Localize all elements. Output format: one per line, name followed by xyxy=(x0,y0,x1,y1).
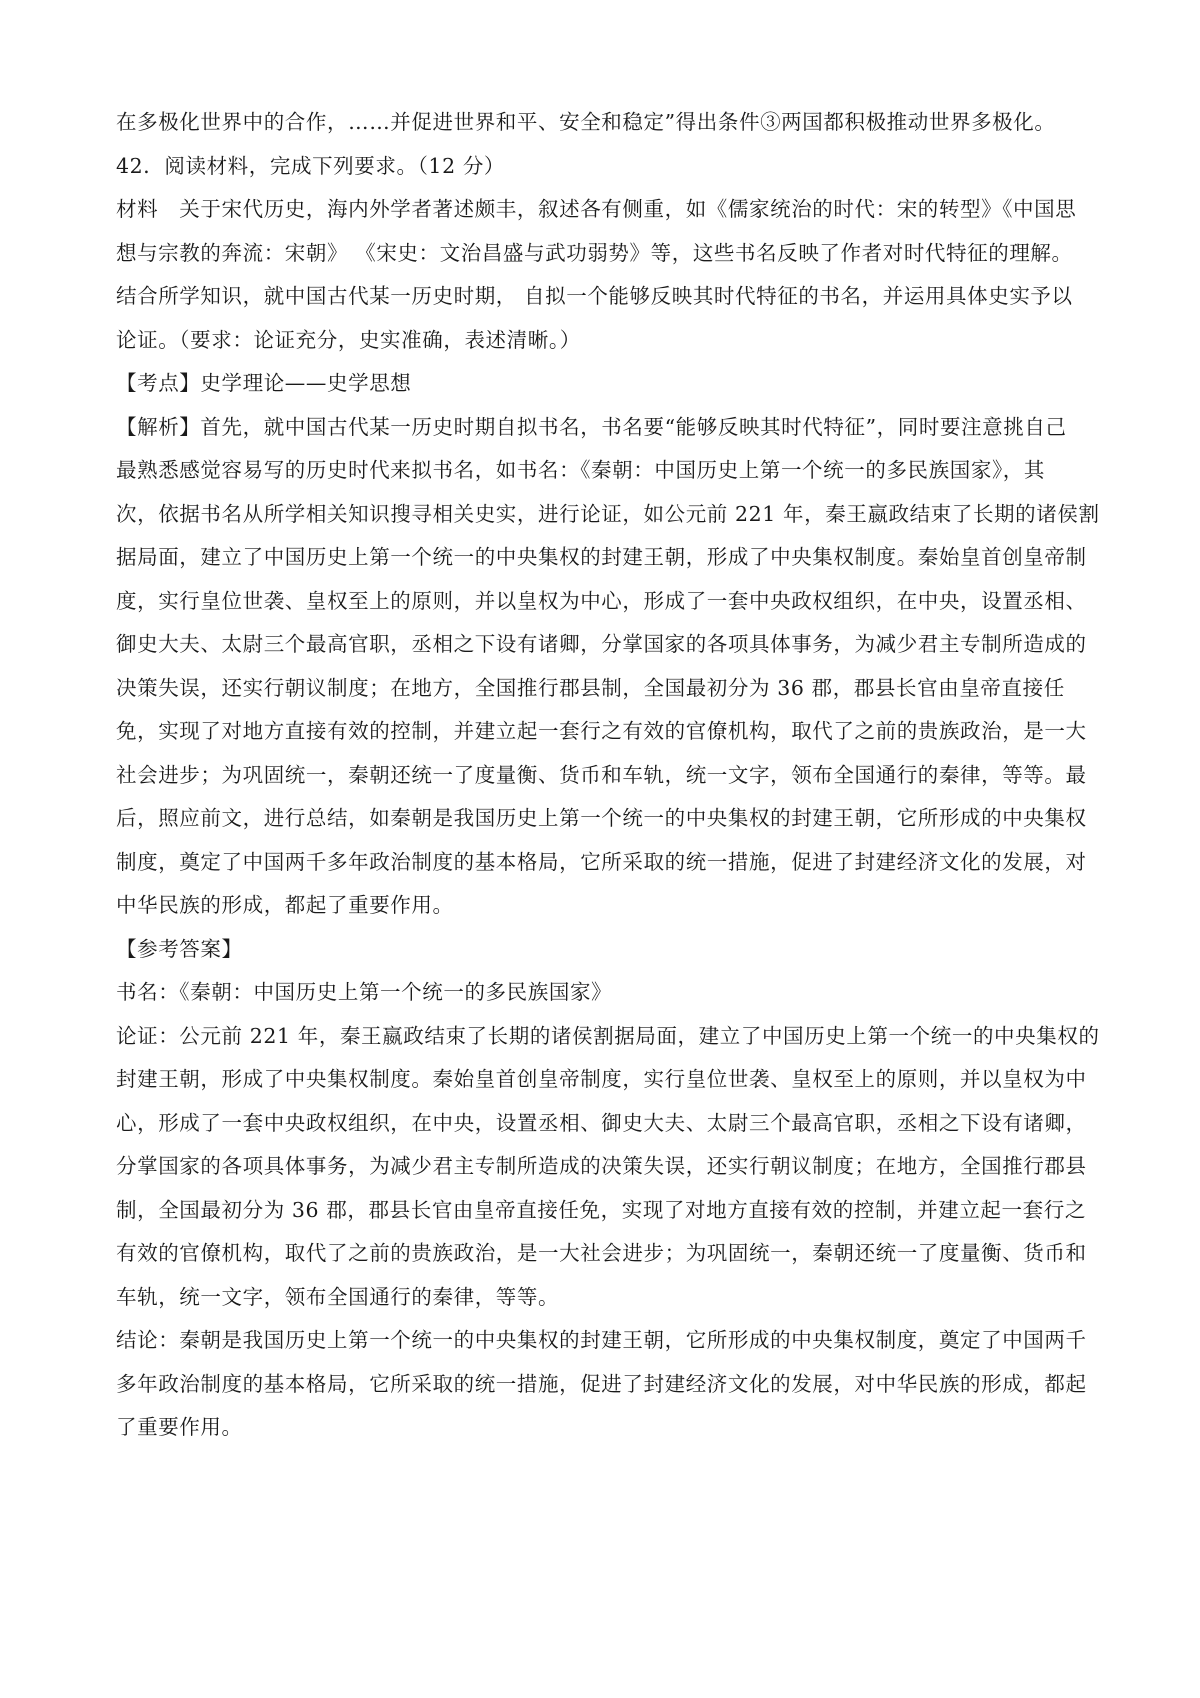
jiexi-section xyxy=(116,406,1100,928)
text-line: 了重要作用。 xyxy=(116,1415,243,1439)
text-line: 【解析】首先，就中国古代某一历史时期自拟书名，书名要“能够反映其时代特征”，同时要注意挑自己 xyxy=(116,414,1067,439)
text-line: 决策失误，还实行朝议制度；在地方，全国推行郡县制，全国最初分为 36 郡，郡县长官由皇帝直接任 xyxy=(116,675,1065,700)
text-line: 据局面，建立了中国历史上第一个统一的中央集权的封建王朝，形成了中央集权制度。秦始皇首创皇帝制 xyxy=(116,545,1087,569)
text-line: 书名：《秦朝：中国历史上第一个统一的多民族国家》 xyxy=(116,980,613,1004)
argument-paragraph xyxy=(116,1015,1100,1320)
document-page xyxy=(116,101,1100,1450)
text-line: 御史大夫、太尉三个最高官职，丞相之下设有诸卿，分掌国家的各项具体事务，为减少君主专制所造成的 xyxy=(116,632,1087,656)
text-line: 车轨，统一文字，领布全国通行的秦律，等等。 xyxy=(116,1284,560,1309)
text-line: 【考点】史学理论——史学思想 xyxy=(116,371,412,395)
previous-answer-tail xyxy=(116,101,1096,145)
text-line: 材料 关于宋代历史，海内外学者著述颇丰，叙述各有侧重，如《儒家统治的时代：宋的转型》《中国思 xyxy=(116,197,1077,221)
text-line: 后，照应前文，进行总结，如秦朝是我国历史上第一个统一的中央集权的封建王朝，它所形成的中央集权 xyxy=(116,806,1087,830)
text-line: 结论：秦朝是我国历史上第一个统一的中央集权的封建王朝，它所形成的中央集权制度，奠定了中国两千 xyxy=(116,1328,1087,1352)
question-heading xyxy=(116,145,1096,189)
reference-answer-heading xyxy=(116,928,1096,972)
text-line: 社会进步；为巩固统一，秦朝还统一了度量衡、货币和车轨，统一文字，领布全国通行的秦律，等等。最 xyxy=(116,762,1087,787)
text-line: 次，依据书名从所学相关知识搜寻相关史实，进行论证，如公元前 221 年，秦王嬴政结束了长期的诸侯割 xyxy=(116,501,1100,526)
text-line: 42．阅读材料，完成下列要求。（12 分） xyxy=(116,153,506,178)
text-line: 制度，奠定了中国两千多年政治制度的基本格局，它所采取的统一措施，促进了封建经济文化的发展，对 xyxy=(116,849,1087,874)
text-line: 结合所学知识，就中国古代某一历史时期， 自拟一个能够反映其时代特征的书名，并运用具体史实予以 xyxy=(116,284,1073,308)
text-line: 分掌国家的各项具体事务，为减少君主专制所造成的决策失误，还实行朝议制度；在地方，全国推行郡县 xyxy=(116,1154,1087,1178)
text-line: 想与宗教的奔流：宋朝》 《宋史：文治昌盛与武功弱势》等，这些书名反映了作者对时代特征的理解。 xyxy=(116,240,1073,265)
text-line: 度，实行皇位世袭、皇权至上的原则，并以皇权为中心，形成了一套中央政权组织，在中央，设置丞相、 xyxy=(116,588,1087,613)
text-line: 在多极化世界中的合作，……并促进世界和平、安全和稳定”得出条件③两国都积极推动世界多极化。 xyxy=(116,110,1056,134)
text-line: 论证：公元前 221 年，秦王嬴政结束了长期的诸侯割据局面，建立了中国历史上第一个统一的中央集权的 xyxy=(116,1023,1100,1048)
text-line: 有效的官僚机构，取代了之前的贵族政治，是一大社会进步；为巩固统一，秦朝还统一了度量衡、货币和 xyxy=(116,1241,1087,1265)
text-line: 论证。（要求：论证充分，史实准确，表述清晰。） xyxy=(116,327,581,352)
kaodian-section xyxy=(116,362,1096,406)
text-line: 制，全国最初分为 36 郡，郡县长官由皇帝直接任免，实现了对地方直接有效的控制，并建立起一套行之 xyxy=(116,1197,1086,1222)
text-line: 免，实现了对地方直接有效的控制，并建立起一套行之有效的官僚机构，取代了之前的贵族政治，是一大 xyxy=(116,719,1087,743)
material-paragraph xyxy=(116,188,1096,362)
text-line: 【参考答案】 xyxy=(116,936,243,961)
text-line: 中华民族的形成，都起了重要作用。 xyxy=(116,893,454,917)
text-line: 封建王朝，形成了中央集权制度。秦始皇首创皇帝制度，实行皇位世袭、皇权至上的原则，并以皇权为中 xyxy=(116,1067,1087,1091)
text-line: 多年政治制度的基本格局，它所采取的统一措施，促进了封建经济文化的发展，对中华民族的形成，都起 xyxy=(116,1371,1087,1396)
text-line: 心，形成了一套中央政权组织，在中央，设置丞相、御史大夫、太尉三个最高官职，丞相之下设有诸卿， xyxy=(116,1110,1087,1135)
text-line: 最熟悉感觉容易写的历史时代来拟书名，如书名：《秦朝：中国历史上第一个统一的多民族国家》，其 xyxy=(116,458,1045,482)
conclusion-paragraph xyxy=(116,1319,1096,1450)
book-title-answer xyxy=(116,971,1096,1015)
